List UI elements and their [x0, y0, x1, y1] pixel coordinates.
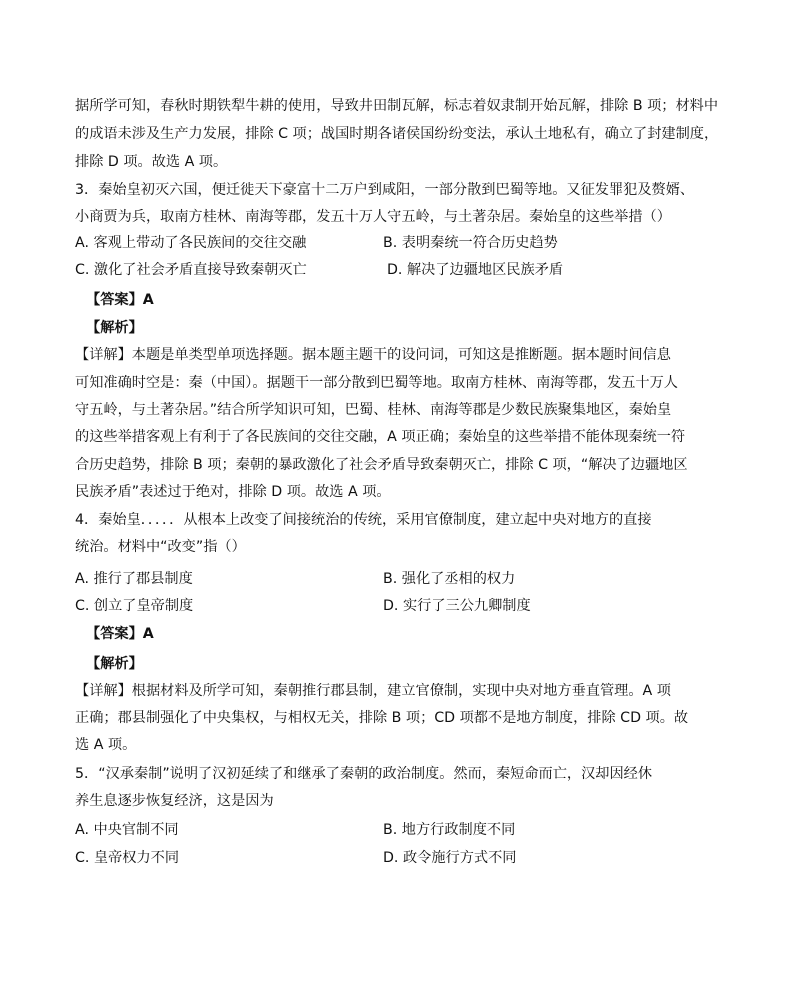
- prev-text-line-1: 据所学可知，春秋时期铁犁牛耕的使用，导致井田制瓦解，标志着奴隶制开始瓦解，排除 B 项；材料中: [75, 98, 719, 114]
- q4-option-a: A. 推行了郡县制度: [75, 571, 193, 587]
- q3-option-a: A. 客观上带动了各民族间的交往交融: [75, 235, 307, 251]
- q4-stem-line-1: 4．秦始皇．．．．．从根本上改变了间接统治的传统，采用官僚制度，建立起中央对地方的直接: [75, 512, 652, 528]
- prev-text-line-2: 的成语未涉及生产力发展，排除 C 项；战国时期各诸侯国纷纷变法，承认土地私有，确立了封建制度，: [75, 126, 719, 142]
- q4-detail-line-3: 选 A 项。: [75, 737, 137, 753]
- q5-stem-line-2: 养生息逐步恢复经济，这是因为: [75, 793, 274, 809]
- q3-option-b: B. 表明秦统一符合历史趋势: [383, 235, 558, 251]
- q4-option-c: C. 创立了皇帝制度: [75, 598, 194, 614]
- q3-detail-line-1: 【详解】本题是单类型单项选择题。据本题主题干的设问词，可知这是推断题。据本题时间信息: [75, 347, 671, 363]
- q4-option-d: D. 实行了三公九卿制度: [383, 598, 531, 614]
- q4-detail-line-1: 【详解】根据材料及所学可知，秦朝推行郡县制，建立官僚制，实现中央对地方垂直管理。A 项: [75, 683, 671, 699]
- q4-stem-line-2: 统治。材料中“改变”指（）: [75, 539, 246, 555]
- q4-option-b: B. 强化了丞相的权力: [383, 571, 516, 587]
- q3-option-c: C. 激化了社会矛盾直接导致秦朝灭亡: [75, 262, 307, 278]
- q3-detail-line-6: 民族矛盾”表述过于绝对，排除 D 项。故选 A 项。: [75, 484, 391, 500]
- q3-answer: 【答案】A: [86, 292, 154, 308]
- prev-text-line-3: 排除 D 项。故选 A 项。: [75, 154, 228, 170]
- q3-analysis-label: 【解析】: [86, 320, 143, 336]
- q5-option-a: A. 中央官制不同: [75, 822, 179, 838]
- q4-detail-line-2: 正确；郡县制强化了中央集权，与相权无关，排除 B 项；CD 项都不是地方制度，排除 CD 项。故: [75, 710, 689, 726]
- q4-answer: 【答案】A: [86, 626, 154, 642]
- q3-detail-line-5: 合历史趋势，排除 B 项；秦朝的暴政激化了社会矛盾导致秦朝灭亡，排除 C 项，“解决了边疆地区: [75, 457, 688, 473]
- q3-stem-line-2: 小商贾为兵，取南方桂林、南海等郡，发五十万人守五岭，与土著杂居。秦始皇的这些举措（）: [75, 209, 671, 225]
- q3-detail-line-2: 可知准确时空是：秦（中国）。据题干一部分散到巴蜀等地。取南方桂林、南海等郡，发五十万人: [75, 375, 678, 391]
- q3-detail-line-4: 的这些举措客观上有利于了各民族间的交往交融，A 项正确；秦始皇的这些举措不能体现秦统一符: [75, 429, 686, 445]
- q5-stem-line-1: 5．“汉承秦制”说明了汉初延续了和继承了秦朝的政治制度。然而，秦短命而亡，汉却因经休: [75, 766, 653, 782]
- q4-analysis-label: 【解析】: [86, 656, 143, 672]
- q3-detail-line-3: 守五岭，与土著杂居。”结合所学知识可知，巴蜀、桂林、南海等郡是少数民族聚集地区，秦始皇: [75, 402, 672, 418]
- q3-stem-line-1: 3．秦始皇初灭六国，便迁徙天下豪富十二万户到咸阳，一部分散到巴蜀等地。又征发罪犯及赘婿、: [75, 182, 695, 198]
- q3-option-d: D. 解决了边疆地区民族矛盾: [387, 262, 564, 278]
- q5-option-b: B. 地方行政制度不同: [383, 822, 516, 838]
- q5-option-d: D. 政令施行方式不同: [383, 850, 517, 866]
- q5-option-c: C. 皇帝权力不同: [75, 850, 180, 866]
